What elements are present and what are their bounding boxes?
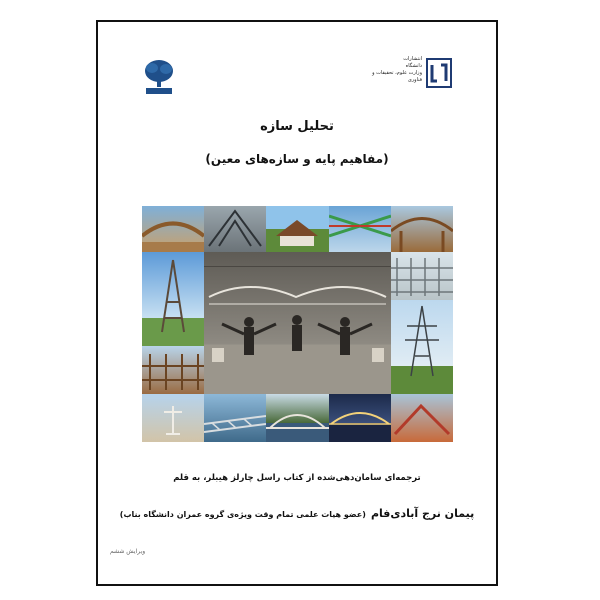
publisher-line-1: انتشارات: [403, 56, 422, 62]
collage-photo-house: [266, 206, 329, 252]
photo-collage: [142, 206, 453, 442]
collage-photo-sculpture: [142, 394, 204, 442]
edition-label: ویرایش ششم: [110, 548, 146, 555]
book-subtitle: (مفاهیم پایه و سازه‌های معین): [205, 152, 389, 166]
author-line: [98, 502, 496, 521]
collage-photo-transmission-tower: [391, 300, 453, 394]
collage-photo-steel-structure: [204, 206, 266, 252]
book-title: تحلیل سازه: [260, 119, 334, 134]
publisher-text: [372, 56, 422, 84]
collage-photo-cantilever-demonstration: [204, 252, 391, 394]
collage-photo-timber-canopy: [391, 206, 453, 252]
university-logo: [142, 58, 176, 96]
collage-photo-timber-roof: [142, 206, 204, 252]
publisher-mark-icon: [426, 58, 452, 88]
tree-icon: [142, 58, 176, 96]
collage-photo-timber-frame: [142, 346, 204, 394]
author-role: (عضو هیات علمی تمام وقت ویژه‌ی گروه عمران دانشگاه بناب): [119, 510, 366, 519]
publisher-logo: [372, 56, 452, 104]
collage-photo-red-structure: [391, 394, 453, 442]
publisher-line-3: وزارت علوم، تحقیقات و فناوری: [372, 70, 422, 83]
translator-line: ترجمه‌ای سامان‌دهی‌شده از کتاب راسل چارلز هیبلر، به قلم: [173, 473, 421, 483]
publisher-line-2: دانشگاه: [405, 63, 422, 69]
book-cover: [96, 20, 498, 586]
collage-photo-truss-bridge: [204, 394, 266, 442]
collage-photo-scaffold-building: [391, 252, 453, 300]
collage-photo-arch-bridge: [266, 394, 329, 442]
collage-photo-eiffel-tower: [142, 252, 204, 346]
author-name: پیمان نرج آبادی‌فام: [370, 507, 475, 520]
collage-photo-green-truss: [329, 206, 391, 252]
collage-photo-night-bridge: [329, 394, 391, 442]
